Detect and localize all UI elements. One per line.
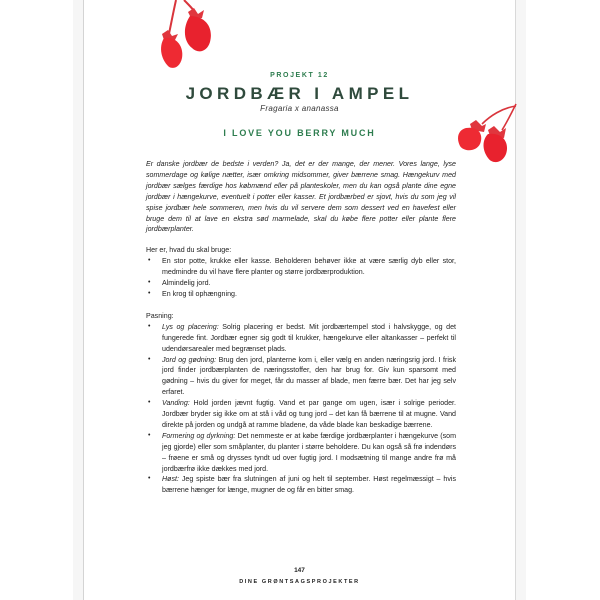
care-item-text: Brug den jord, planterne kom i, eller vælg en anden næringsrig jord. I frisk jord finder jordbærplanten de næringsstoffer, den har brug for. Giv kun sparsomt med gødning – hvis du giver for meget, får du masser af blade, men færre bær. Det har jeg selv erfaret. <box>162 355 456 397</box>
care-item-watering <box>146 398 456 431</box>
project-number: PROJEKT 12 <box>270 72 329 79</box>
page-number: 147 <box>294 567 305 574</box>
care-item-text: Jeg spiste bær fra slutningen af juni og helt til september. Høst regelmæssigt – hvis bærrene hænger for længe, mugner de og får en bitter smag. <box>162 475 456 495</box>
materials-item: • En stor potte, krukke eller kasse. Beholderen behøver ikke at være særlig dyb eller stor, medmindre du vil have flere planter og større jordbærproduktion. <box>146 256 456 278</box>
page-subtitle: I LOVE YOU BERRY MUCH <box>223 128 376 138</box>
page-title: JORDBÆR I AMPEL <box>185 84 414 103</box>
care-item-label: Lys og placering: <box>162 322 219 331</box>
care-item-text: Solrig placering er bedst. Mit jordbærtempel stod i halvskygge, og det fungerede fint. Jordbær egner sig godt til krukker, hængekurve eller altankasser – perfekt til udendørsarealer med begrænset plads. <box>162 322 456 353</box>
care-item-label: Høst: <box>162 475 179 484</box>
care-item-soil <box>146 355 456 399</box>
materials-heading: Her er, hvad du skal bruge: <box>146 246 232 255</box>
care-item-label: Jord og gødning: <box>162 355 217 364</box>
care-item-light <box>146 322 456 355</box>
body-text <box>146 159 456 507</box>
care-item-text: Det nemmeste er at købe færdige jordbærplanter i hængekurve (som jeg gjorde) eller som småplanter, du planter i større beholdere. Du kan også så frø indendørs – frøene er små og drysses tyndt ud over fugtig jord. I modsætning til mange andre frø må jordbærfrø ikke dækkes med jord. <box>162 431 456 473</box>
book-page <box>84 0 515 600</box>
materials-list <box>146 256 456 300</box>
care-item-propagation <box>146 431 456 475</box>
running-footer: DINE GRØNTSAGSPROJEKTER <box>239 579 360 585</box>
materials-item: • Almindelig jord. <box>146 278 456 289</box>
intro-paragraph: Er danske jordbær de bedste i verden? Ja, det er der mange, der mener. Vores lange, lyse sommerdage og kølige nætter, især omkring midsommer, giver bærrene smag. Hængekurv med jordbær sælges færdige hos købmænd eller på planteskoler, men du kan også plante dine egne jordbær i hængekurve, eventuelt i potter eller kasser. Et jordbærbed er sjovt, hvis du som jeg vil spise jordbær hele sommeren, men hvis du vil servere dem som dessert ved en havefest eller bruge dem til at lave en ekstra sød marmelade, skal du købe flere potter eller plante flere jordbærplanter. <box>146 160 456 234</box>
care-item-text: Hold jorden jævnt fugtig. Vand et par gange om ugen, især i solrige perioder. Jordbær bryder sig ikke om at stå i våd og tung jord – det kan få bærrene til at mugne. Vand direkte på jorden og undgå at ramme bladene, da våde blade kan beskadige bærrene. <box>162 399 456 429</box>
materials-item: • En krog til ophængning. <box>146 289 456 300</box>
care-list <box>146 322 456 497</box>
latin-name: Fragaria x ananassa <box>260 104 339 113</box>
care-heading: Pasning: <box>146 311 174 320</box>
care-item-label: Formering og dyrkning: <box>162 431 236 440</box>
care-item-harvest <box>146 474 456 496</box>
page-gutter-right <box>515 0 526 600</box>
strawberry-illustration-top <box>132 0 212 72</box>
page-gutter-left <box>73 0 84 600</box>
care-item-label: Vanding: <box>162 399 190 408</box>
